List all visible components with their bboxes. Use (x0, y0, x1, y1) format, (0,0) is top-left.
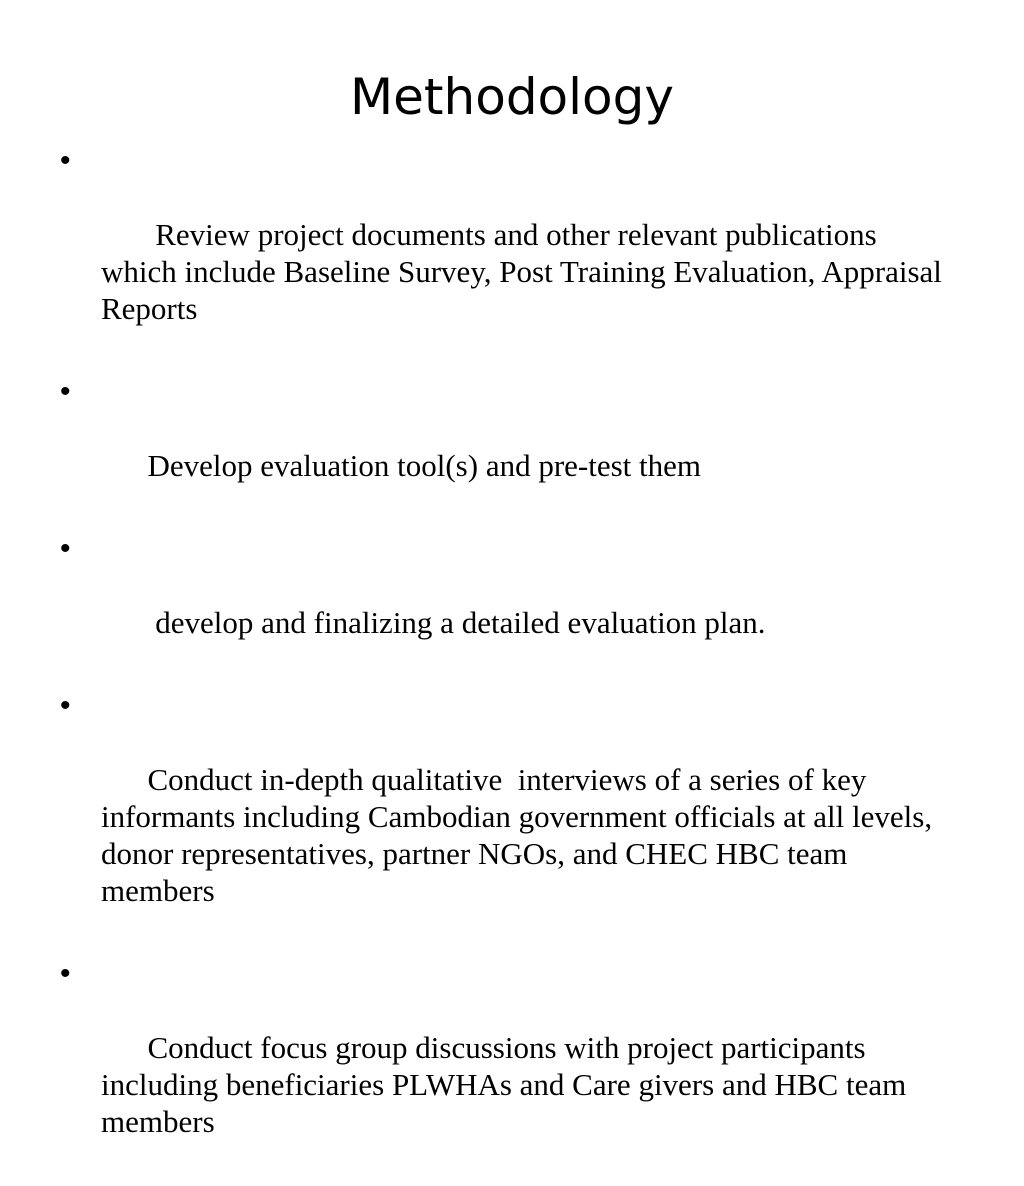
slide-title: Methodology (350, 68, 674, 126)
bullet-item (60, 687, 960, 946)
bullet-item (60, 373, 960, 521)
bullet-list (60, 142, 960, 1186)
bullet-dot-icon: • (60, 375, 71, 408)
bullet-text: Conduct focus group discussions with project participants including beneficiaries PLWHAs and Care givers and HBC team members (101, 1030, 914, 1139)
bullet-dot-icon: • (60, 144, 71, 177)
bullet-dot-icon: • (60, 957, 71, 990)
bullet-text: Review project documents and other relevant publications which include Baseline Survey, Post Training Evaluation, Appraisal Reports (101, 217, 950, 326)
bullet-text: Conduct in-depth qualitative interviews of a series of key informants including Cambodian government officials at all levels, donor representatives, partner NGOs, and CHEC HBC team members (101, 762, 940, 908)
bullet-dot-icon: • (60, 532, 71, 565)
bullet-dot-icon: • (60, 689, 71, 722)
bullet-text: Develop evaluation tool(s) and pre-test them (147, 448, 702, 483)
bullet-item (60, 530, 960, 678)
bullet-text: develop and finalizing a detailed evaluation plan. (147, 605, 766, 640)
bullet-item (60, 142, 960, 364)
bullet-item (60, 955, 960, 1177)
